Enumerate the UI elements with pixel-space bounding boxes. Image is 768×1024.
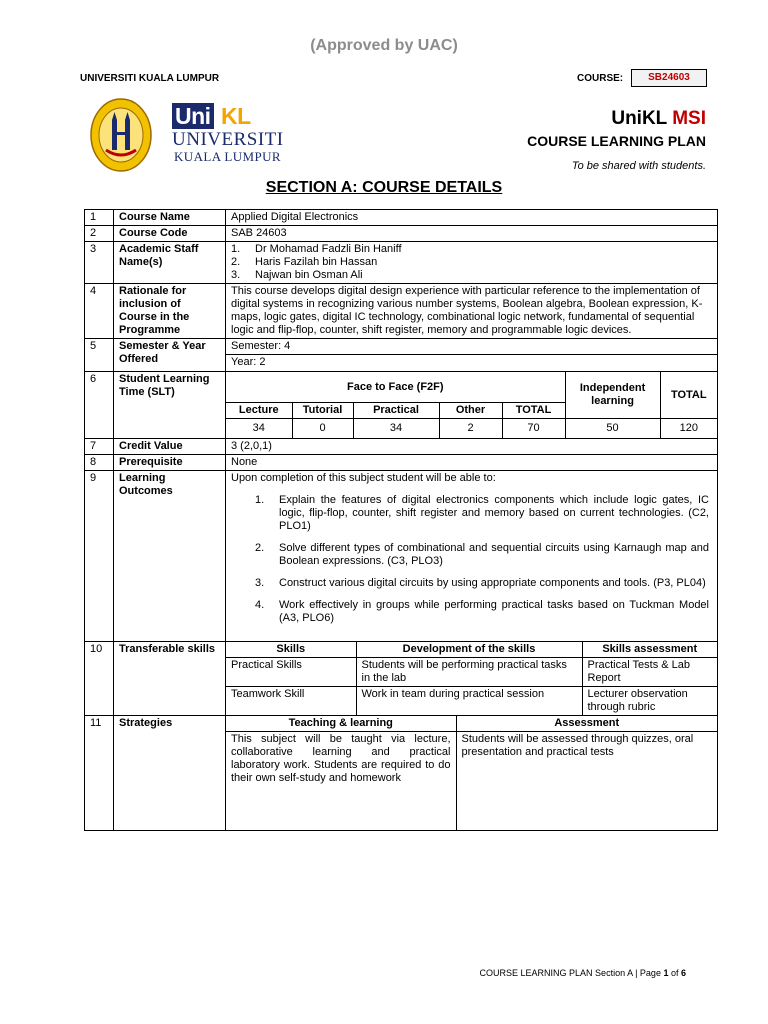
table-row — [85, 372, 718, 439]
footer-total: 6 — [680, 968, 686, 978]
table-row — [85, 339, 718, 372]
course-code-value: SAB 24603 — [226, 226, 718, 242]
approval-note: (Approved by UAC) — [310, 37, 458, 54]
row-label: Transferable skills — [114, 642, 226, 716]
brand-unikl: UniKL — [611, 108, 667, 129]
assessment-text: Students will be assessed through quizzes, oral presentation and practical tests — [456, 732, 717, 831]
table-row — [85, 439, 718, 455]
footer-of: of — [668, 968, 681, 978]
teaching-text: This subject will be taught via lecture, collaborative learning and practical laboratory work. Students are required to do their own self-study and homework — [226, 732, 456, 831]
footer-text: COURSE LEARNING PLAN Section A | Page — [479, 968, 664, 978]
table-row — [85, 455, 718, 471]
course-code-box: SB24603 — [631, 69, 707, 87]
outcome-text: Work effectively in groups while performing practical tasks based on Tuckman Model (A3, PLO6) — [279, 599, 709, 624]
row-label: Learning Outcomes — [114, 471, 226, 642]
list-item — [231, 577, 709, 590]
prerequisite-value: None — [226, 455, 718, 471]
course-details-table — [84, 209, 718, 831]
row-label: Rationale for inclusion of Course in the Programme — [114, 284, 226, 339]
item-number: 3. — [231, 269, 241, 281]
list-item — [231, 256, 712, 269]
row-label: Prerequisite — [114, 455, 226, 471]
independent-header: Independent learning — [565, 372, 660, 419]
item-number: 1. — [231, 243, 241, 255]
skill-name: Teamwork Skill — [226, 687, 356, 716]
list-item — [231, 599, 709, 625]
list-item — [231, 494, 709, 533]
row-label: Credit Value — [114, 439, 226, 455]
slt-subheader: Lecture — [226, 403, 292, 419]
grand-total-value: 120 — [660, 419, 717, 439]
development-header: Development of the skills — [356, 642, 582, 658]
table-row — [85, 716, 718, 831]
row-number: 9 — [85, 471, 114, 642]
row-label: Academic Staff Name(s) — [114, 242, 226, 284]
semester-value: Semester: 4 — [226, 339, 717, 355]
row-number: 5 — [85, 339, 114, 372]
course-name-value: Applied Digital Electronics — [226, 210, 718, 226]
item-number: 2. — [231, 256, 241, 268]
slt-cell — [226, 372, 718, 439]
f2f-header: Face to Face (F2F) — [226, 372, 565, 403]
skills-header: Skills — [226, 642, 356, 658]
row-number: 4 — [85, 284, 114, 339]
row-number: 8 — [85, 455, 114, 471]
logo-uni: Uni — [172, 103, 214, 129]
skill-assessment: Lecturer observation through rubric — [582, 687, 717, 716]
table-row — [85, 210, 718, 226]
list-item — [231, 243, 712, 256]
list-item — [231, 542, 709, 568]
skill-name: Practical Skills — [226, 658, 356, 687]
shared-note: To be shared with students. — [571, 160, 706, 172]
teaching-header: Teaching & learning — [226, 716, 456, 732]
slt-subheader: TOTAL — [502, 403, 565, 419]
transferable-table — [226, 642, 717, 715]
slt-value: 2 — [439, 419, 502, 439]
slt-value: 0 — [292, 419, 353, 439]
table-row — [85, 471, 718, 642]
item-number: 1. — [255, 494, 265, 506]
table-row — [85, 642, 718, 716]
outcome-text: Solve different types of combinational and sequential circuits using Karnaugh map and Boolean expressions. (C3, PLO3) — [279, 542, 709, 567]
brand-title — [600, 108, 706, 130]
strategies-table — [226, 716, 717, 830]
list-item — [231, 269, 712, 282]
slt-value: 70 — [502, 419, 565, 439]
skill-assessment: Practical Tests & Lab Report — [582, 658, 717, 687]
item-number: 3. — [255, 577, 265, 589]
slt-subheader: Tutorial — [292, 403, 353, 419]
row-label: Course Code — [114, 226, 226, 242]
brand-msi: MSI — [672, 108, 706, 129]
strategies-cell — [226, 716, 718, 831]
outcome-text: Explain the features of digital electronics components which include logic gates, IC logic, flip-flop, counter, shift register and memory based on current technologies. (C2, PLO1) — [279, 494, 709, 532]
independent-value: 50 — [565, 419, 660, 439]
assessment-header: Assessment — [456, 716, 717, 732]
table-row — [85, 242, 718, 284]
page-footer — [380, 968, 686, 978]
row-label: Semester & Year Offered — [114, 339, 226, 372]
row-label: Strategies — [114, 716, 226, 831]
row-number: 11 — [85, 716, 114, 831]
slt-value: 34 — [226, 419, 292, 439]
row-label: Course Name — [114, 210, 226, 226]
row-number: 6 — [85, 372, 114, 439]
logo-line2: KUALA LUMPUR — [174, 149, 282, 164]
outcomes-list — [231, 494, 709, 625]
staff-name: Najwan bin Osman Ali — [255, 269, 363, 281]
outcomes-cell — [226, 471, 718, 642]
row-number: 10 — [85, 642, 114, 716]
course-label: COURSE: — [577, 73, 624, 84]
staff-cell — [226, 242, 718, 284]
total-header: TOTAL — [660, 372, 717, 419]
skill-development: Work in team during practical session — [356, 687, 582, 716]
table-row — [85, 284, 718, 339]
outcomes-intro: Upon completion of this subject student will be able to: — [231, 472, 496, 484]
table-row — [85, 226, 718, 242]
staff-name: Dr Mohamad Fadzli Bin Haniff — [255, 243, 402, 255]
staff-name: Haris Fazilah bin Hassan — [255, 256, 378, 268]
slt-value: 34 — [353, 419, 439, 439]
credit-value: 3 (2,0,1) — [226, 439, 718, 455]
skill-development: Students will be performing practical tasks in the lab — [356, 658, 582, 687]
rationale-value: This course develops digital design experience with particular reference to the implementation of digital systems in recognizing various number systems, Boolean algebra, Boolean expression, K-maps, logic gates, digital IC technology, combinational logic network, fundamental of sequential logic and flip-flop, counter, shift register, memory and programmable logic devices. — [226, 284, 718, 339]
plan-title: COURSE LEARNING PLAN — [527, 133, 706, 149]
outcome-text: Construct various digital circuits by using appropriate components and tools. (P3, PL04) — [279, 577, 706, 589]
row-number: 7 — [85, 439, 114, 455]
row-number: 3 — [85, 242, 114, 284]
row-label: Student Learning Time (SLT) — [114, 372, 226, 439]
logo-kl: KL — [221, 103, 251, 129]
semester-cell — [226, 339, 718, 372]
slt-subheader: Other — [439, 403, 502, 419]
footer-page: 1 — [663, 968, 669, 978]
row-number: 1 — [85, 210, 114, 226]
unikl-logo — [172, 103, 282, 165]
item-number: 4. — [255, 599, 265, 611]
section-title: SECTION A: COURSE DETAILS — [265, 179, 503, 196]
transferable-cell — [226, 642, 718, 716]
university-name: UNIVERSITI KUALA LUMPUR — [80, 73, 220, 84]
slt-table — [226, 372, 717, 438]
university-seal-icon — [90, 98, 152, 172]
assessment-header: Skills assessment — [582, 642, 717, 658]
item-number: 2. — [255, 542, 265, 554]
slt-subheader: Practical — [353, 403, 439, 419]
logo-line1: UNIVERSITI — [172, 129, 284, 150]
row-number: 2 — [85, 226, 114, 242]
year-value: Year: 2 — [231, 356, 266, 368]
staff-list — [231, 243, 712, 282]
